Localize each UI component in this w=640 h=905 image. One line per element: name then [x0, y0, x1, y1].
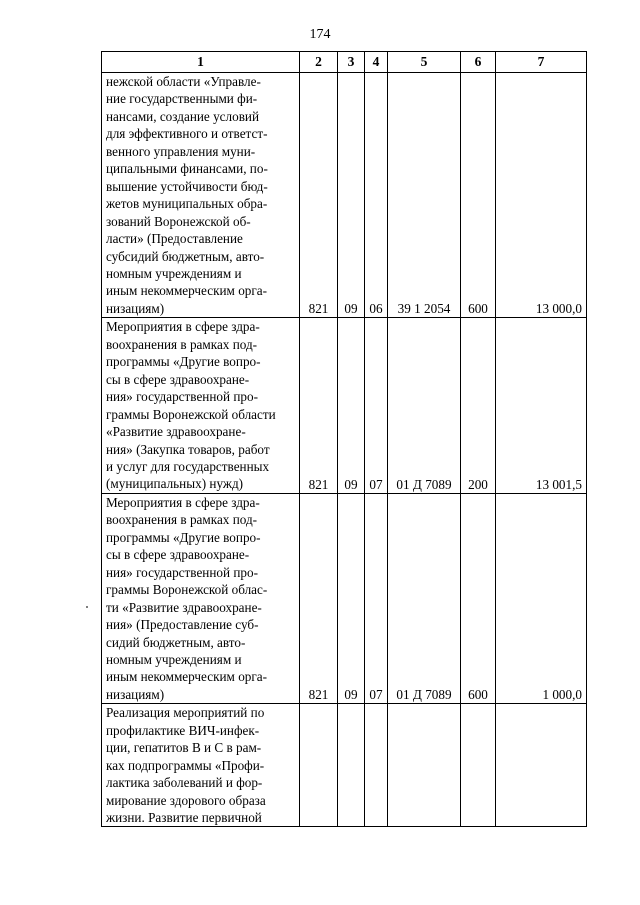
cell-expense-type: 600: [461, 73, 496, 318]
cell-section: [338, 704, 365, 827]
cell-ministry-code: 821: [300, 493, 338, 703]
description-line: ции, гепатитов В и С в рам-: [106, 740, 262, 756]
description-line: ласти» (Предоставление: [106, 231, 243, 247]
column-header-4: 4: [365, 52, 388, 73]
description-line: лактика заболеваний и фор-: [106, 775, 263, 791]
description-line: Мероприятия в сфере здра-: [106, 319, 260, 335]
description-line: и услуг для государственных: [106, 458, 270, 474]
description-line: номным учреждениям и: [106, 651, 242, 667]
cell-amount: [496, 704, 587, 827]
description-line: мирование здорового образа: [106, 792, 266, 808]
page-number: 174: [309, 27, 331, 42]
column-header-7: 7: [496, 52, 587, 73]
cell-expense-type: [461, 704, 496, 827]
column-header-1: 1: [102, 52, 300, 73]
header-row: [102, 52, 587, 73]
description-line: зований Воронежской об-: [106, 213, 251, 229]
description-line: низациям): [106, 686, 165, 702]
description-line: ния» государственной про-: [106, 564, 258, 580]
cell-target-article: 01 Д 7089: [388, 318, 461, 494]
description-line: воохранения в рамках под-: [106, 336, 258, 352]
column-header-2: 2: [300, 52, 338, 73]
description-line: сидий бюджетным, авто-: [106, 634, 246, 650]
description-line: профилактике ВИЧ-инфек-: [106, 722, 260, 738]
column-header-6: 6: [461, 52, 496, 73]
column-header-5: 5: [388, 52, 461, 73]
cell-amount: 1 000,0: [496, 493, 587, 703]
table-row: [102, 73, 587, 318]
description-line: ках подпрограммы «Профи-: [106, 757, 265, 773]
table-row: [102, 493, 587, 703]
description-line: жизни. Развитие первичной: [106, 810, 262, 826]
description-line: программы «Другие вопро-: [106, 529, 261, 545]
cell-subsection: 07: [365, 318, 388, 494]
description-line: субсидий бюджетным, авто-: [106, 248, 265, 264]
cell-section: 09: [338, 318, 365, 494]
column-header-3: 3: [338, 52, 365, 73]
cell-target-article: [388, 704, 461, 827]
cell-expense-type: 600: [461, 493, 496, 703]
description-line: граммы Воронежской области: [106, 406, 276, 422]
description-line: воохранения в рамках под-: [106, 512, 258, 528]
description-line: ципальными финансами, по-: [106, 161, 268, 177]
description-line: граммы Воронежской облас-: [106, 582, 268, 598]
description-line: иным некоммерческим орга-: [106, 669, 268, 685]
description-line: низациям): [106, 300, 165, 316]
row-description: [102, 704, 300, 827]
budget-table: [101, 51, 587, 827]
cell-section: 09: [338, 493, 365, 703]
row-description: [102, 318, 300, 494]
cell-subsection: [365, 704, 388, 827]
description-line: ние государственными фи-: [106, 91, 258, 107]
description-line: иным некоммерческим орга-: [106, 283, 268, 299]
description-line: программы «Другие вопро-: [106, 354, 261, 370]
cell-target-article: 39 1 2054: [388, 73, 461, 318]
description-line: Мероприятия в сфере здра-: [106, 494, 260, 510]
cell-subsection: 07: [365, 493, 388, 703]
cell-expense-type: 200: [461, 318, 496, 494]
cell-ministry-code: 821: [300, 73, 338, 318]
description-line: вышение устойчивости бюд-: [106, 178, 268, 194]
row-description: [102, 73, 300, 318]
description-line: номным учреждениям и: [106, 265, 242, 281]
cell-amount: 13 001,5: [496, 318, 587, 494]
table-row: [102, 704, 587, 827]
description-line: (муниципальных) нужд): [106, 476, 244, 492]
description-line: для эффективного и ответст-: [106, 126, 268, 142]
description-line: венного управления муни-: [106, 143, 256, 159]
description-line: ния» (Предоставление суб-: [106, 617, 259, 633]
cell-ministry-code: [300, 704, 338, 827]
description-line: Реализация мероприятий по: [106, 705, 265, 721]
table-row: [102, 318, 587, 494]
cell-target-article: 01 Д 7089: [388, 493, 461, 703]
row-description: [102, 493, 300, 703]
cell-ministry-code: 821: [300, 318, 338, 494]
description-line: ния» (Закупка товаров, работ: [106, 441, 270, 457]
description-line: нансами, создание условий: [106, 108, 260, 124]
description-line: нежской области «Управле-: [106, 74, 261, 89]
description-line: сы в сфере здравоохране-: [106, 547, 250, 563]
cell-subsection: 06: [365, 73, 388, 318]
description-line: ния» государственной про-: [106, 389, 258, 405]
description-line: сы в сфере здравоохране-: [106, 371, 250, 387]
description-line: «Развитие здравоохране-: [106, 424, 246, 440]
description-line: ти «Развитие здравоохране-: [106, 599, 262, 615]
cell-section: 09: [338, 73, 365, 318]
cell-amount: 13 000,0: [496, 73, 587, 318]
description-line: жетов муниципальных обра-: [106, 196, 268, 212]
scan-speck: [86, 606, 88, 608]
